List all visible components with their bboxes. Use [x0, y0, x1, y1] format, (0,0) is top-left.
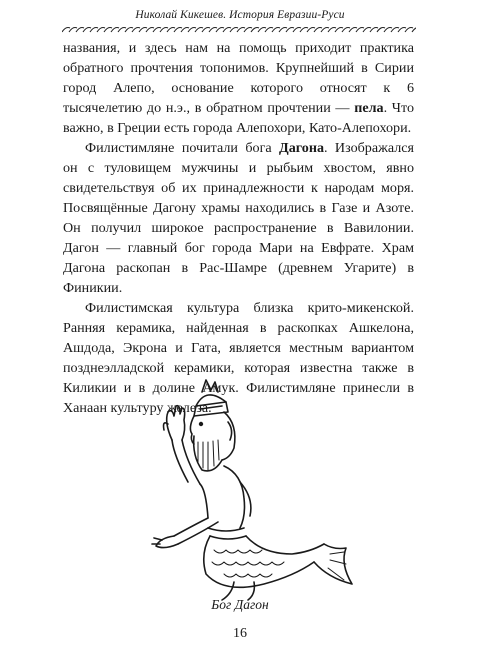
running-header: Николай Кикешев. История Евразии-Руси [135, 9, 345, 21]
paragraph-1-end: . Что важно, в Греции есть города Алепохори, Като-Алепохори. [63, 100, 414, 136]
paragraph-2-end: . Изображался он с туловищем мужчины и рыбьим хвостом, явно свидетельствуя об их принадлежности к народам моря. Посвящённые Дагону храмы находились в Газе и Азоте. Он получил широкое распространение в Вавилонии. Дагон — главный бог города Мари на Евфрате. Храм Дагона раскопан в Рас-Шамре (древнем Угарите) в Финикии. [63, 140, 414, 296]
figure-caption: Бог Дагон [211, 597, 269, 612]
body-text [63, 38, 414, 418]
paragraph-2-start: Филистимляне почитали бога [85, 140, 279, 156]
page-number: 16 [233, 626, 247, 641]
decorative-header-rule [62, 26, 416, 34]
paragraph-3: Филистимская культура близка крито-микенской. Ранняя керамика, найденная в раскопках Ашкелона, Ашдода, Экрона и Гата, является местным вариантом позднеэлладской керамики, которая известна также в Киликии и в долине Амук. Филистимляне принесли в Ханаан культуру железа. [63, 300, 414, 416]
paragraph-2-bold: Дагона [279, 140, 325, 156]
dagon-illustration [114, 378, 364, 608]
paragraph-1 [63, 38, 414, 138]
paragraph-1-bold: пела [354, 100, 384, 116]
paragraph-2 [63, 138, 414, 298]
paragraph-1-start: названия, и здесь нам на помощь приходит практика обратного прочтения топонимов. Крупнейший в Сирии город Алепо, основание которого относят к 6 тысячелетию до н.э., в обратном прочтении — [63, 40, 414, 116]
